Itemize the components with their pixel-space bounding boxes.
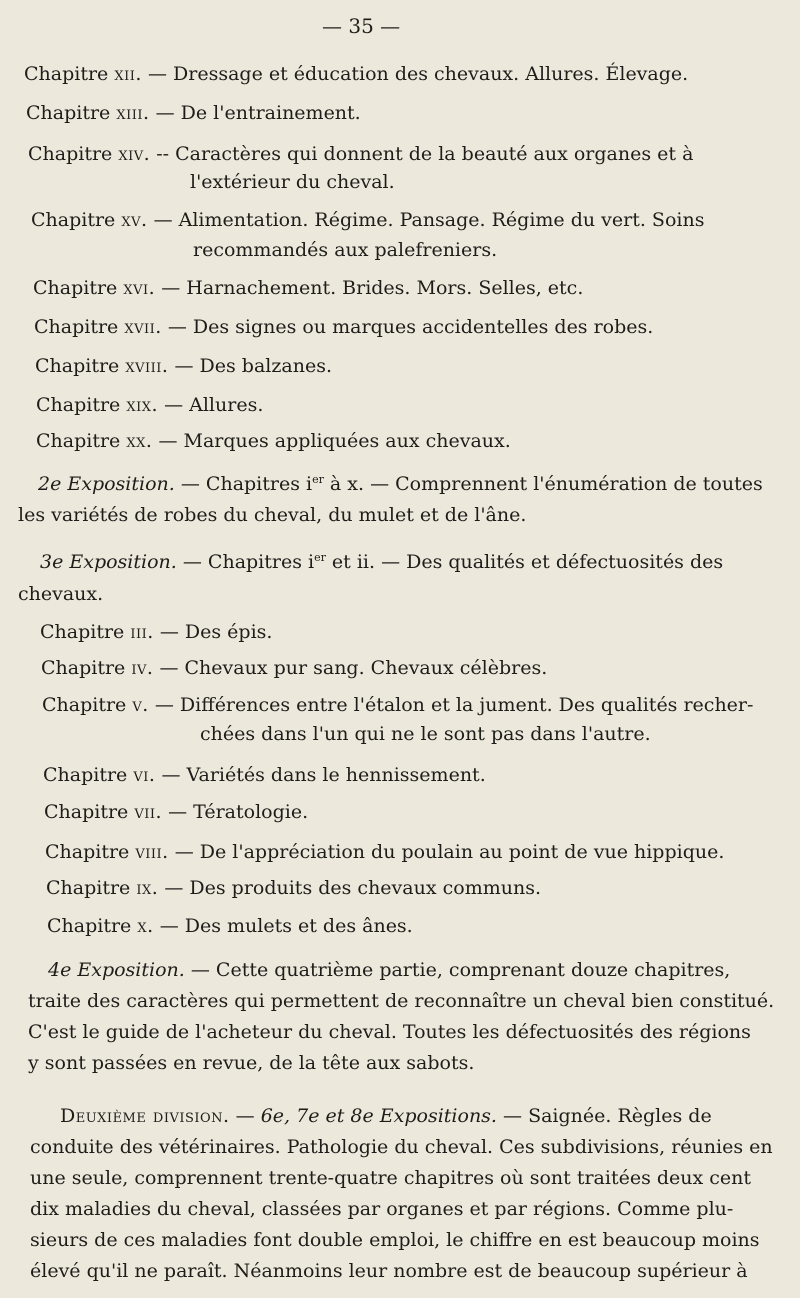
chapter-iv: Chapitre iv. — Chevaux pur sang. Chevaux célèbres. <box>41 657 548 679</box>
exposition-2-line2: les variétés de robes du cheval, du mulet et de l'âne. <box>18 504 527 526</box>
chapter-v-cont: chées dans l'un qui ne le sont pas dans l'autre. <box>200 723 651 745</box>
chapter-xii: Chapitre xii. — Dressage et éducation des chevaux. Allures. Élevage. <box>24 63 689 85</box>
chapter-xv-cont: recommandés aux palefreniers. <box>193 239 498 261</box>
chapter-ix: Chapitre ix. — Des produits des chevaux communs. <box>46 877 541 899</box>
division-line6: élevé qu'il ne paraît. Néanmoins leur nombre est de beaucoup supérieur à <box>30 1260 748 1282</box>
chapter-xvi: Chapitre xvi. — Harnachement. Brides. Mors. Selles, etc. <box>33 277 584 299</box>
chapter-xvii: Chapitre xvii. — Des signes ou marques accidentelles des robes. <box>34 316 654 338</box>
chapter-vi: Chapitre vi. — Variétés dans le hennissement. <box>43 764 486 786</box>
chapter-xiii: Chapitre xiii. — De l'entrainement. <box>26 102 361 124</box>
exposition-4-line2: traite des caractères qui permettent de reconnaître un cheval bien constitué. <box>28 990 775 1012</box>
exposition-4-line3: C'est le guide de l'acheteur du cheval. Toutes les défectuosités des régions <box>28 1021 751 1043</box>
chapter-xv: Chapitre xv. — Alimentation. Régime. Pansage. Régime du vert. Soins <box>31 209 705 231</box>
chapter-xiv-cont: l'extérieur du cheval. <box>190 171 395 193</box>
division-line2: conduite des vétérinaires. Pathologie du cheval. Ces subdivisions, réunies en <box>30 1136 773 1158</box>
exposition-3-line2: chevaux. <box>18 583 104 605</box>
chapter-xix: Chapitre xix. — Allures. <box>36 394 264 416</box>
chapter-xviii: Chapitre xviii. — Des balzanes. <box>35 355 332 377</box>
division-line5: sieurs de ces maladies font double emploi, le chiffre en est beaucoup moins <box>30 1229 760 1251</box>
exposition-2-line1: 2e Exposition. — Chapitres $i^{er}$ à x. — Comprennent l'énumération de toutes <box>38 473 763 495</box>
division-line1: Deuxième division. — 6e, 7e et 8e Expositions. — Saignée. Règles de <box>60 1105 712 1127</box>
exposition-4-line1: 4e Exposition. — Cette quatrième partie, comprenant douze chapitres, <box>48 959 731 981</box>
exposition-3-line1: 3e Exposition. — Chapitres $i^{er}$ et ii. — Des qualités et défectuosités des <box>40 551 724 573</box>
chapter-xiv: Chapitre xiv. -- Caractères qui donnent de la beauté aux organes et à <box>28 143 694 165</box>
page-number: — 35 — <box>322 14 401 38</box>
division-line4: dix maladies du cheval, classées par organes et par régions. Comme plu- <box>30 1198 734 1220</box>
chapter-v: Chapitre v. — Différences entre l'étalon et la jument. Des qualités recher- <box>42 694 754 716</box>
chapter-vii: Chapitre vii. — Tératologie. <box>44 801 309 823</box>
exposition-4-line4: y sont passées en revue, de la tête aux sabots. <box>28 1052 475 1074</box>
chapter-xx: Chapitre xx. — Marques appliquées aux chevaux. <box>36 430 511 452</box>
division-line3: une seule, comprennent trente-quatre chapitres où sont traitées deux cent <box>30 1167 752 1189</box>
chapter-iii: Chapitre iii. — Des épis. <box>40 621 273 643</box>
chapter-x: Chapitre x. — Des mulets et des ânes. <box>47 915 413 937</box>
chapter-viii: Chapitre viii. — De l'appréciation du poulain au point de vue hippique. <box>45 841 725 863</box>
